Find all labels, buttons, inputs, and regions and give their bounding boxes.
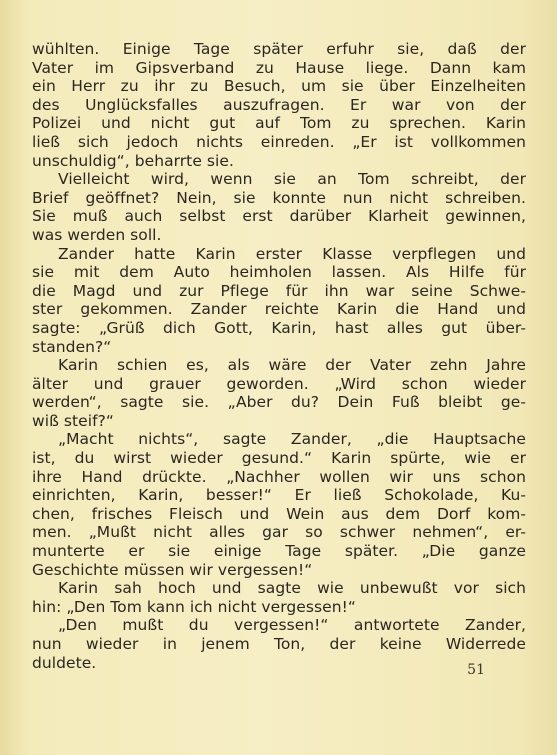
text-line: ein Herr zu ihr zu Besuch, um sie über Einzelheiten bbox=[32, 77, 526, 96]
text-line: ließ sich jedoch nichts einreden. „Er ist vollkommen bbox=[32, 132, 526, 151]
text-line: „Macht nichts“, sagte Zander, „die Hauptsache bbox=[58, 430, 526, 449]
text-line: hin: „Den Tom kann ich nicht vergessen!“ bbox=[32, 597, 356, 616]
text-line: munterte er sie einige Tage später. „Die ganze bbox=[32, 542, 526, 561]
text-line: was werden soll. bbox=[32, 225, 162, 244]
text-line: Zander hatte Karin erster Klasse verpflegen und bbox=[58, 244, 526, 263]
text-line: ist, du wirst wieder gesund.“ Karin spürte, wie er bbox=[32, 449, 526, 468]
text-line: sagte: „Grüß dich Gott, Karin, hast alles gut über- bbox=[32, 318, 526, 337]
text-line: chen, frisches Fleisch und Wein aus dem Dorf kom- bbox=[32, 504, 526, 523]
text-line: Sie muß auch selbst erst darüber Klarheit gewinnen, bbox=[32, 207, 526, 226]
text-line: ihre Hand drückte. „Nachher wollen wir uns schon bbox=[32, 467, 526, 486]
text-line: einrichten, Karin, besser!“ Er ließ Schokolade, Ku- bbox=[32, 486, 526, 505]
text-line: Geschichte müssen wir vergessen!“ bbox=[32, 560, 313, 579]
text-line: wiß steif?“ bbox=[32, 411, 114, 430]
text-line: standen?“ bbox=[32, 337, 112, 356]
text-line: ster gekommen. Zander reichte Karin die Hand und bbox=[32, 300, 526, 319]
text-line: des Unglücksfalles auszufragen. Er war von der bbox=[32, 95, 526, 114]
page-number: 51 bbox=[467, 662, 485, 678]
text-line: Brief geöffnet? Nein, sie konnte nun nicht schreiben. bbox=[32, 188, 526, 207]
text-line: die Magd und zur Pflege für ihn war seine Schwe- bbox=[32, 281, 526, 300]
body-text bbox=[32, 40, 526, 672]
text-line: Karin sah hoch und sagte wie unbewußt vor sich bbox=[58, 579, 526, 598]
text-line: Polizei und nicht gut auf Tom zu sprechen. Karin bbox=[32, 114, 526, 133]
text-line: duldete. bbox=[32, 653, 97, 672]
text-line: werden“, sagte sie. „Aber du? Dein Fuß bleibt ge- bbox=[32, 393, 526, 412]
text-line: älter und grauer geworden. „Wird schon wieder bbox=[32, 374, 526, 393]
text-line: Vielleicht wird, wenn sie an Tom schreibt, der bbox=[58, 170, 526, 189]
text-line: Vater im Gipsverband zu Hause liege. Dann kam bbox=[32, 58, 526, 77]
text-line: nun wieder in jenem Ton, der keine Widerrede bbox=[32, 635, 526, 653]
text-line: Karin schien es, als wäre der Vater zehn Jahre bbox=[58, 356, 526, 375]
text-line: „Den mußt du vergessen!“ antwortete Zander, bbox=[58, 616, 526, 635]
text-line: men. „Mußt nicht alles gar so schwer nehmen“, er- bbox=[32, 523, 526, 542]
text-line: unschuldig“, beharrte sie. bbox=[32, 151, 234, 170]
text-line: wühlten. Einige Tage später erfuhr sie, daß der bbox=[32, 40, 526, 58]
text-line: sie mit dem Auto heimholen lassen. Als Hilfe für bbox=[32, 263, 526, 282]
